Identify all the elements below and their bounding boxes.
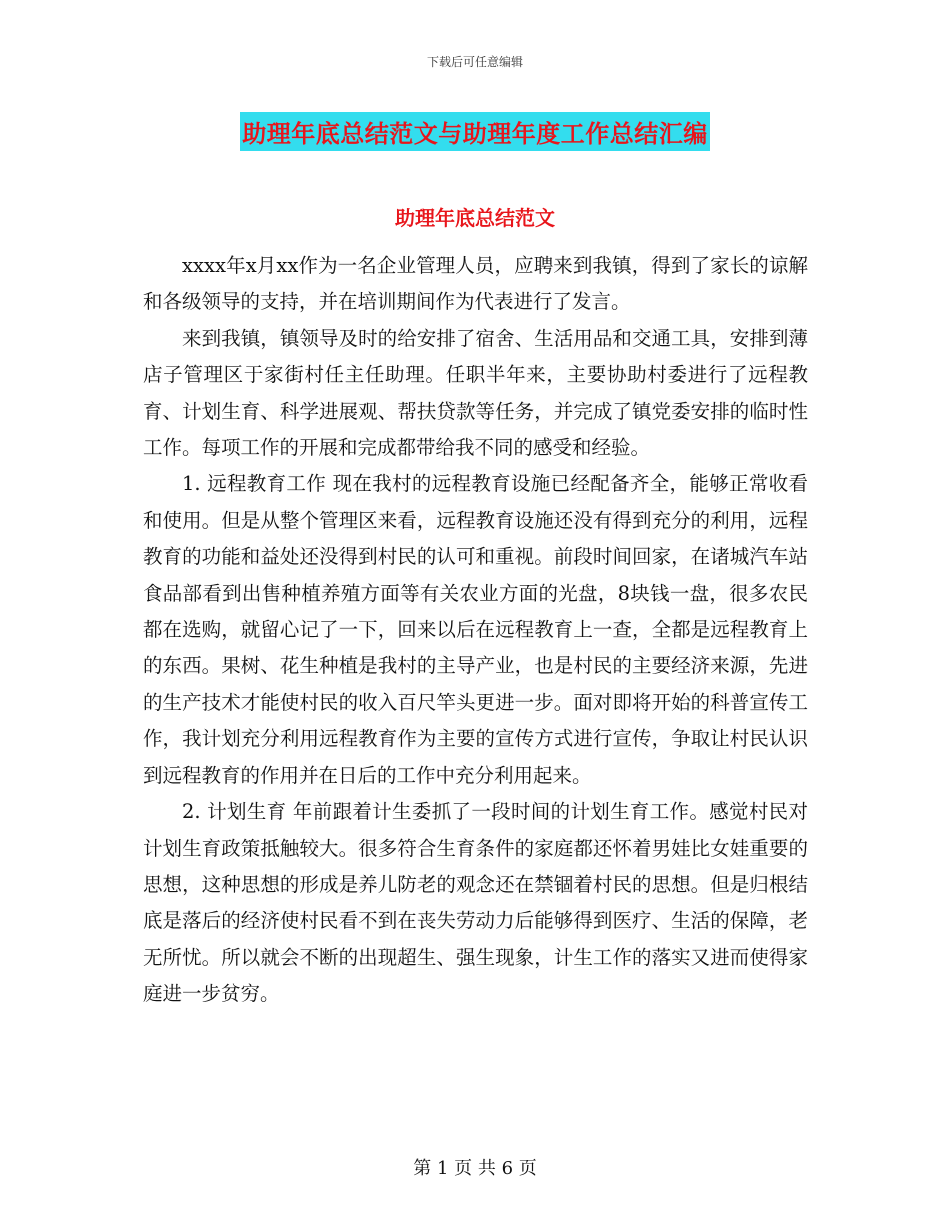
document-title — [0, 112, 950, 151]
paragraph: xxxx年x月xx作为一名企业管理人员，应聘来到我镇，得到了家长的谅解和各级领导的支持，并在培训期间作为代表进行了发言。 — [143, 254, 808, 314]
document-body — [143, 248, 808, 1013]
document-title-text: 助理年底总结范文与助理年度工作总结汇编 — [240, 112, 710, 151]
paragraph: 2. 计划生育 年前跟着计生委抓了一段时间的计划生育工作。感觉村民对计划生育政策抵触较大。很多符合生育条件的家庭都还怀着男娃比女娃重要的思想，这种思想的形成是养儿防老的观念还在禁锢着村民的思想。但是归根结底是落后的经济使村民看不到在丧失劳动力后能够得到医疗、生活的保障，老无所忧。所以就会不断的出现超生、强生现象，计生工作的落实又进而使得家庭进一步贫穷。 — [143, 800, 808, 1006]
section-title: 助理年底总结范文 — [395, 206, 555, 230]
paragraph: 1. 远程教育工作 现在我村的远程教育设施已经配备齐全，能够正常收看和使用。但是从整个管理区来看，远程教育设施还没有得到充分的利用，远程教育的功能和益处还没得到村民的认可和重视。前段时间回家，在诸城汽车站食品部看到出售种植养殖方面等有关农业方面的光盘，8块钱一盘，很多农民都在选购，就留心记了一下，回来以后在远程教育上一查，全都是远程教育上的东西。果树、花生种植是我村的主导产业，也是村民的主要经济来源，先进的生产技术才能使村民的收入百尺竿头更进一步。面对即将开始的科普宣传工作，我计划充分利用远程教育作为主要的宣传方式进行宣传，争取让村民认识到远程教育的作用并在日后的工作中充分利用起来。 — [143, 472, 808, 787]
paragraph: 来到我镇，镇领导及时的给安排了宿舍、生活用品和交通工具，安排到薄店子管理区于家街村任主任助理。任职半年来，主要协助村委进行了远程教育、计划生育、科学进展观、帮扶贷款等任务，并完成了镇党委安排的临时性工作。每项工作的开展和完成都带给我不同的感受和经验。 — [143, 326, 808, 460]
header-note: 下载后可任意编辑 — [426, 55, 523, 69]
page-indicator: 第 1 页 共 6 页 — [413, 1158, 537, 1179]
